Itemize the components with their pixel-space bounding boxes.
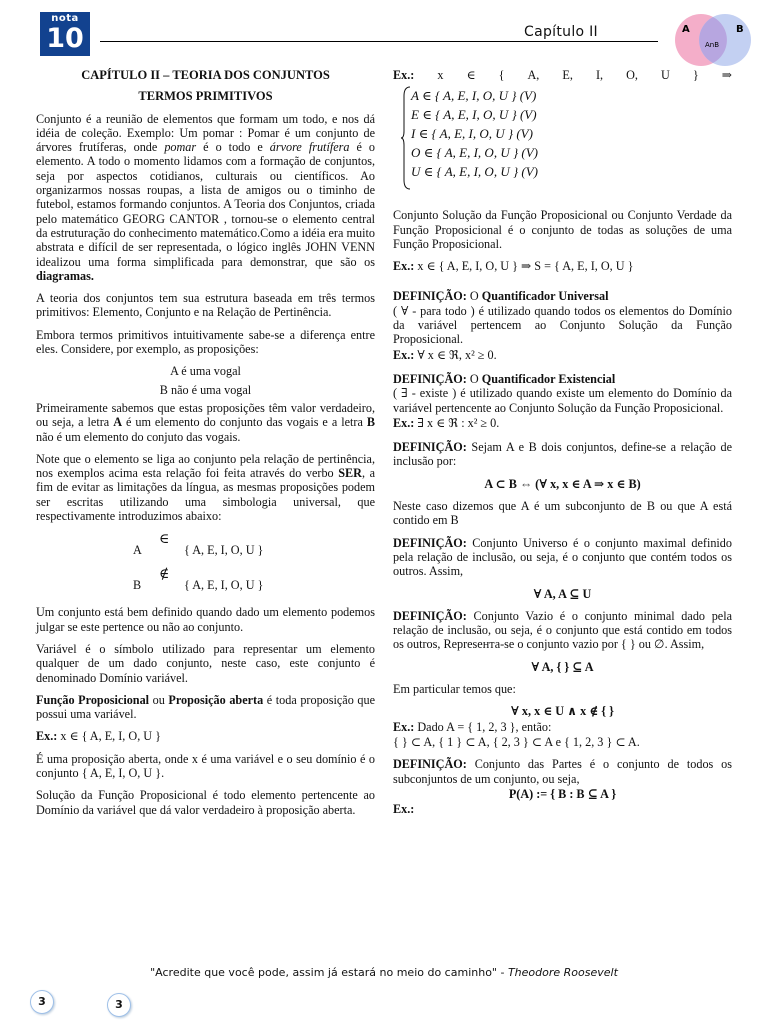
- venn-diagram-icon: [668, 8, 758, 72]
- matrix-row-e: E ∈ { A, E, I, O, U } (V): [411, 107, 537, 123]
- example-universal: Ex.: ∀ x ∈ ℜ, x² ≥ 0.: [393, 347, 497, 362]
- example-existential: Ex.: ∃ x ∈ ℜ : x² ≥ 0.: [393, 415, 500, 430]
- chapter-title: Capítulo II: [524, 24, 598, 40]
- paragraph-primitive-terms: A teoria dos conjuntos tem sua estrutura baseada em três termos primitivos: Elemento, Conjunto e na Relação de Pertinência.: [36, 291, 375, 320]
- venn-label-b: B: [736, 24, 744, 35]
- evaluation-matrix: [393, 84, 732, 202]
- example-2: Ex.: x ∈ { A, E, I, O, U } ⇒ S = { A, E, I, O, U }: [393, 259, 634, 274]
- paragraph-solution-set: Conjunto Solução da Função Proposicional ou Conjunto Verdade da Função Proposicional é o conjunto de todas as soluções de uma Função Proposicional.: [393, 208, 732, 251]
- intro-paragraph: Conjunto é a reunião de elementos que formam um todo, e nos dá idéia de coleção. Exemplo: Um pomar : Pomar é um conjunto de árvores frutíferas, onde pomar é o todo e árvore frutífera é o elemento. A todo o momento lidamos com a formação de conjuntos, seja por aspectos cotidianos, culturais ou científicos. Ao organizarmos nossas roupas, a lista de amigos ou o timinho de futebol, estamos formando conjuntos. A Teoria dos Conjuntos, criada pelo matemático GEORG CANTOR , tornou-se o elemento central da estruturação do conhecimento matemático.Como a idéia era muito abstrata e difícil de ser representada, o lógico inglês JOHN VENN idealizou uma forma simplificada para demonstrar, que são os diagramas.: [36, 111, 375, 283]
- formula-power-set: P(A) := { B : B ⊆ A }: [508, 786, 617, 801]
- matrix-row-a: A ∈ { A, E, I, O, U } (V): [411, 88, 537, 104]
- logo-number: 10: [46, 23, 84, 54]
- definition-existential-quantifier: DEFINIÇÃO: O Quantificador Existencial ( ∃ - existe ) é utilizado quando existe um elemento do Domínio da variável pertencente ao Conjunto Solução da Função Proposicional.: [393, 371, 732, 415]
- paragraph-well-defined: Um conjunto está bem definido quando dado um elemento podemos julgar se este pertence ou não ao conjunto.: [36, 605, 375, 634]
- example-3-subsets: { } ⊂ A, { 1 } ⊂ A, { 2, 3 } ⊂ A e { 1, 2, 3 } ⊂ A.: [393, 734, 640, 749]
- definition-empty-set: DEFINIÇÃO: Conjunto Vazio é o conjunto minimal dado pela relação de inclusão, ou seja, é o conjunto que está contido em todos os outros, Represента-se o conjunto vazio por { } ou ∅. Assim,: [393, 608, 732, 652]
- formula-empty-set: ∀ A, { } ⊆ A: [531, 659, 594, 674]
- formula-inclusion: A ⊂ B ⇔ (∀ x, x ∈ A ⇒ x ∈ B): [484, 476, 641, 491]
- paragraph-open-proposition: É uma proposição aberta, onde x é uma variável e o seu domínio é o conjunto { A, E, I, O, U }.: [36, 751, 375, 780]
- page-number-badge-2: 3: [107, 993, 131, 1017]
- formula-particular: ∀ x, x ∈ U ∧ x ∉ { }: [511, 704, 614, 719]
- header-rule: [100, 41, 658, 42]
- proposition-2: B não é uma vogal: [159, 382, 252, 397]
- paragraph-subset: Neste caso dizemos que A é um subconjunto de B ou que A está contido em B: [393, 499, 732, 528]
- definition-power-set: DEFINIÇÃO: Conjunto das Partes é o conjunto de todos os subconjuntos de um conjunto, ou seja,: [393, 757, 732, 786]
- paragraph-truth-value: Primeiramente sabemos que estas proposições têm valor verdadeiro, ou seja, a letra A é um elemento do conjunto das vogais e a letra B não é um elemento do conjuto das vogais.: [36, 400, 375, 444]
- definition-universal-quantifier: DEFINIÇÃO: O Quantificador Universal ( ∀ - para todo ) é utilizado quando todos os elementos do Domínio da variável pertencem ao Conjunto Solução da Função Proposicional.: [393, 289, 732, 347]
- venn-label-intersection: AnB: [705, 41, 720, 49]
- example-header: Ex.: x ∈ { A, E, I, O, U } ⇒: [393, 68, 732, 82]
- not-belongs-icon: ∉: [159, 567, 170, 583]
- matrix-row-o: O ∈ { A, E, I, O, U } (V): [411, 145, 539, 161]
- relation-1-element: A: [133, 543, 142, 558]
- matrix-row-u: U ∈ { A, E, I, O, U } (V): [411, 164, 539, 180]
- paragraph-propositions: Embora termos primitivos intuitivamente sabe-se a diferença entre eles. Considere, por exemplo, as proposições:: [36, 327, 375, 357]
- formula-universe: ∀ A, A ⊆ U: [533, 586, 592, 601]
- venn-label-a: A: [682, 24, 690, 35]
- relation-1-set: { A, E, I, O, U }: [184, 543, 264, 558]
- definition-universe: DEFINIÇÃO: Conjunto Universo é o conjunto maximal definido pela relação de inclusão, ou seja, é o conjunto que contém todos os outros. Assim,: [393, 535, 732, 579]
- paragraph-particular: Em particular temos que:: [393, 682, 516, 697]
- paragraph-pertinence: Note que o elemento se liga ao conjunto pela relação de pertinência, nos exemplos acima esta relação foi feita através do verbo SER, a fim de evitar as limitações da língua, as mesmas proposições podem ser escritas utilizando uma simbologia universal, que respectivamente introduzimos abaixo:: [36, 451, 375, 524]
- proposition-1: A é uma vogal: [170, 364, 241, 379]
- example-3: Ex.: Dado A = { 1, 2, 3 }, então:: [393, 719, 552, 734]
- left-brace: [401, 86, 411, 190]
- paragraph-propositional-function: Função Proposicional ou Proposição aberta é toda proposição que possui uma variável.: [36, 692, 375, 722]
- left-column: [36, 68, 375, 825]
- relation-2-set: { A, E, I, O, U }: [184, 578, 264, 593]
- relation-2-element: B: [133, 578, 142, 593]
- definition-inclusion: DEFINIÇÃO: Sejam A e B dois conjuntos, define-se a relação de inclusão por:: [393, 440, 732, 469]
- belongs-icon: ∈: [159, 532, 170, 548]
- pertinence-examples: [36, 531, 375, 601]
- footer-quote: "Acredite que você pode, assim já estará no meio do caminho" - Theodore Roosevelt: [150, 966, 618, 979]
- logo-top-text: nota: [51, 13, 79, 24]
- matrix-row-i: I ∈ { A, E, I, O, U } (V): [411, 126, 533, 142]
- paragraph-solution: Solução da Função Proposicional é todo elemento pertencente ao Domínio da variável que dá valor verdadeiro à proposição aberta.: [36, 788, 375, 817]
- right-column: [393, 68, 732, 824]
- page-number-badge: 3: [30, 990, 54, 1014]
- example-4: Ex.:: [393, 802, 415, 817]
- paragraph-variable: Variável é o símbolo utilizado para representar um elemento qualquer de um dado conjunto, neste caso, este conjunto é denominado Domínio variável.: [36, 641, 375, 685]
- section-heading: TERMOS PRIMITIVOS: [138, 89, 273, 104]
- example-1: Ex.: x ∈ { A, E, I, O, U }: [36, 729, 161, 744]
- logo: [40, 12, 90, 56]
- chapter-heading: CAPÍTULO II – TEORIA DOS CONJUNTOS: [81, 68, 330, 82]
